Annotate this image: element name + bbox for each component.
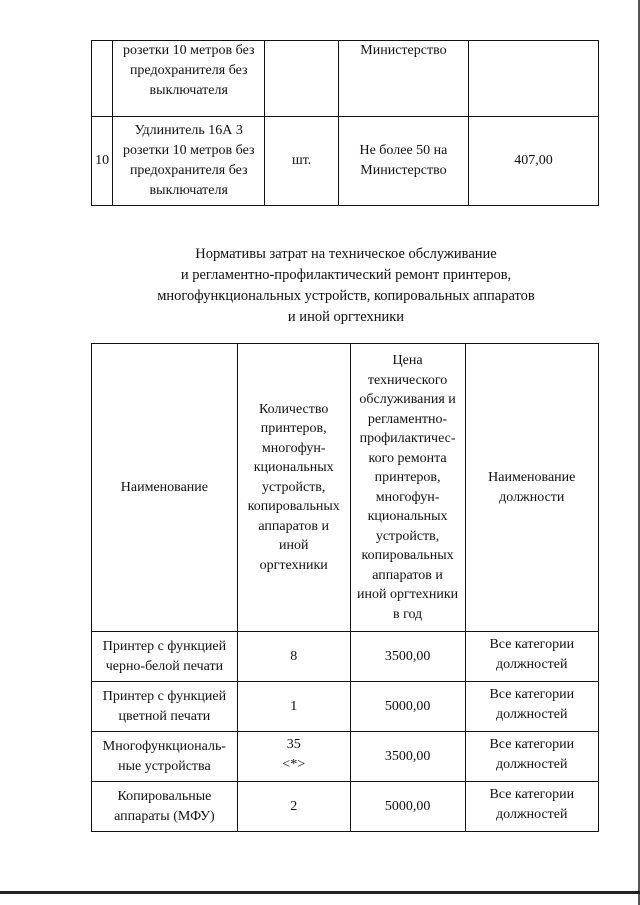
header-price-line: технического: [367, 372, 448, 388]
item-name-line: выключателя: [149, 183, 228, 198]
position-name-line: Все категории: [489, 637, 575, 652]
item-limit-line: Министерство: [360, 43, 447, 58]
item-name-line: Удлинитель 16А 3: [134, 123, 243, 138]
header-price-line: кциональных: [367, 509, 448, 524]
row-index: 10: [92, 117, 113, 206]
item-limit: [338, 41, 468, 117]
device-name-line: Многофункциональ-: [102, 738, 226, 754]
item-price: [468, 41, 598, 117]
item-name-line: предохранителя без: [129, 163, 248, 178]
header-name-line: Наименование: [120, 479, 209, 495]
device-name: [92, 632, 238, 682]
item-name: [113, 41, 265, 117]
device-count: [237, 632, 350, 682]
header-count-line: аппаратов и: [258, 518, 330, 534]
item-name-line: розетки 10 метров без: [123, 143, 255, 158]
position-name-line: Все категории: [489, 737, 575, 752]
header-position-line: Наименование: [488, 470, 576, 485]
device-name-line: Принтер с функцией: [102, 688, 227, 704]
device-name-line: Копировальные: [117, 788, 212, 804]
header-price-line: обслуживания и: [359, 392, 456, 407]
position-name-line: Все категории: [489, 687, 575, 702]
header-price-line: профилактичес-: [359, 431, 456, 446]
header-count-line: Количество: [259, 401, 329, 417]
position-name: [465, 732, 598, 782]
position-name-line: должностей: [496, 657, 568, 672]
device-name: [92, 732, 238, 782]
header-price: [350, 344, 465, 632]
position-name-line: Все категории: [489, 787, 575, 802]
item-name: [113, 117, 265, 206]
section-title-line: многофункциональных устройств, копировальных аппаратов: [157, 288, 535, 304]
item-name-line: розетки 10 метров без: [123, 43, 255, 58]
item-limit: [338, 117, 468, 206]
header-price-line: устройств,: [375, 528, 440, 544]
device-count: [237, 782, 350, 832]
service-price: 5000,00: [350, 782, 465, 832]
maintenance-norms-table: [91, 343, 599, 832]
position-name: [465, 632, 598, 682]
device-name-line: ные устройства: [118, 758, 211, 774]
service-price: 5000,00: [350, 682, 465, 732]
item-price: 407,00: [468, 117, 598, 206]
item-unit: [265, 41, 339, 117]
table-row: [92, 117, 599, 206]
section-title-line: и иной оргтехники: [287, 309, 405, 325]
header-price-line: аппаратов и: [372, 567, 443, 583]
header-price-line: регламентно-: [367, 411, 448, 427]
service-price: 3500,00: [350, 632, 465, 682]
position-name-line: должностей: [496, 707, 568, 722]
item-name-line: выключателя: [149, 83, 228, 98]
section-title-line: Нормативы затрат на техническое обслуживание: [195, 246, 497, 262]
section-title-line: и регламентно-профилактический ремонт принтеров,: [180, 267, 512, 283]
device-name-line: аппараты (МФУ): [114, 808, 215, 824]
header-count-line: иной: [278, 538, 309, 554]
header-count-line: многофун-: [261, 440, 326, 456]
position-name: [465, 782, 598, 832]
header-count-line: оргтехники: [259, 557, 328, 573]
table-row: [92, 782, 599, 832]
table-header-row: [92, 344, 599, 632]
service-price: 3500,00: [350, 732, 465, 782]
device-name-line: цветной печати: [118, 708, 211, 724]
item-limit-line: Министерство: [360, 163, 447, 178]
page-bottom-edge: [0, 891, 640, 894]
header-position: [465, 344, 598, 632]
item-unit: шт.: [265, 117, 339, 206]
table-row: [92, 682, 599, 732]
table-row: [92, 632, 599, 682]
position-name-line: должностей: [496, 757, 568, 772]
header-price-line: кого ремонта: [368, 450, 447, 466]
device-name-line: черно-белой печати: [105, 658, 224, 674]
device-name: [92, 782, 238, 832]
header-count-line: принтеров,: [260, 421, 327, 437]
row-index: [92, 41, 113, 117]
device-name-line: Принтер с функцией: [102, 638, 227, 654]
equipment-table-continued: [91, 40, 599, 206]
header-position-line: должности: [499, 489, 565, 505]
header-name: [92, 344, 238, 632]
device-count-line: 8: [290, 648, 298, 664]
device-count-line: 2: [290, 798, 298, 814]
header-count-line: кциональных: [253, 460, 334, 476]
header-price-line: многофун-: [375, 489, 440, 505]
header-price-line: Цена: [392, 353, 423, 368]
device-count: [237, 682, 350, 732]
item-limit-line: Не более 50 на: [359, 143, 448, 158]
item-name-line: предохранителя без: [129, 63, 248, 78]
device-count-line: 35: [286, 737, 301, 752]
device-count: [237, 732, 350, 782]
position-name: [465, 682, 598, 732]
header-price-line: в год: [392, 606, 423, 622]
table-row: [92, 732, 599, 782]
section-title: [96, 244, 596, 328]
device-count-line: 1: [290, 698, 298, 714]
footnote-marker: <*>: [282, 757, 306, 772]
position-name-line: должностей: [496, 807, 568, 822]
header-count-line: копировальных: [247, 499, 340, 515]
header-count: [237, 344, 350, 632]
header-price-line: иной оргтехники: [356, 587, 459, 602]
device-name: [92, 682, 238, 732]
header-count-line: устройств,: [261, 479, 326, 495]
header-price-line: копировальных: [361, 548, 454, 563]
table-row: [92, 41, 599, 117]
header-price-line: принтеров,: [374, 470, 441, 485]
